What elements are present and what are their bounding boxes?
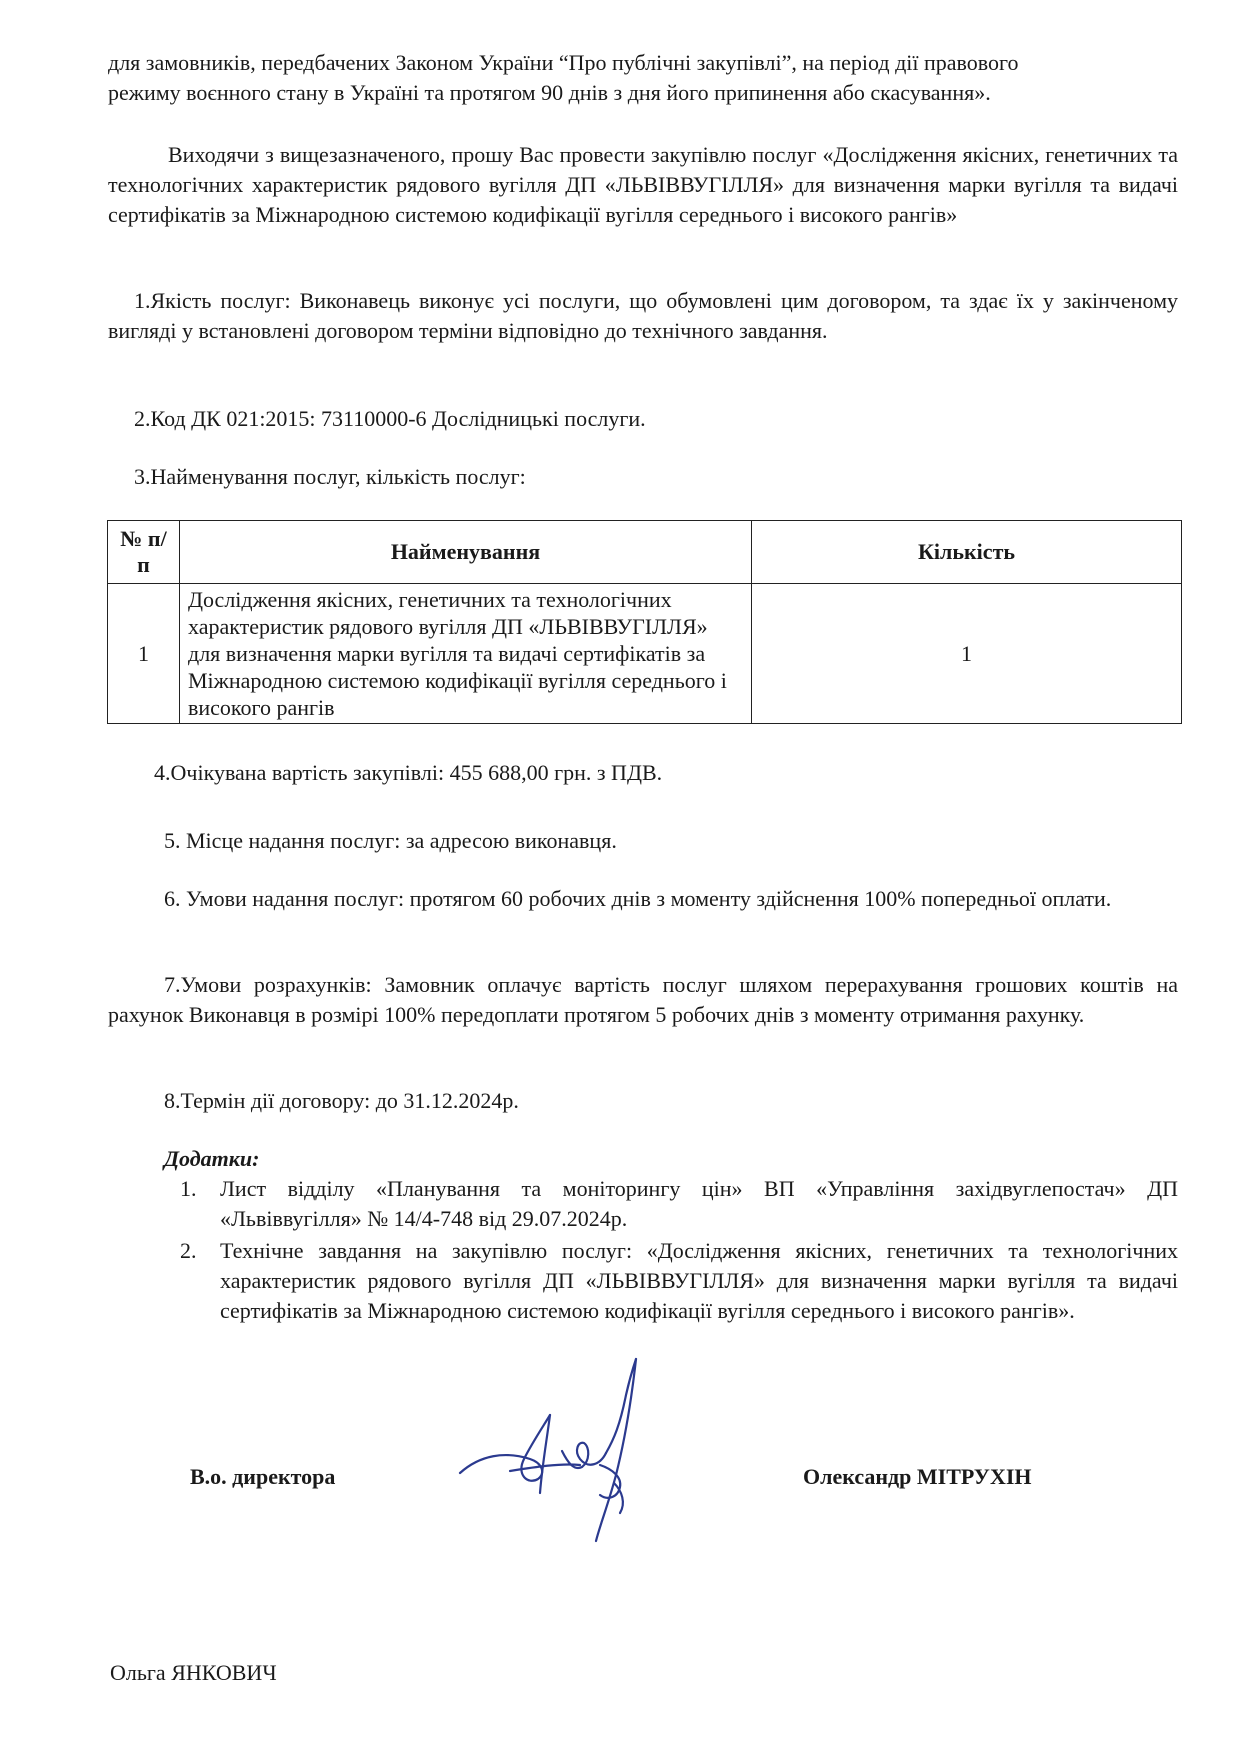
intro-line-1: для замовників, передбачених Законом України “Про публічні закупівлі”, на період дії правового — [108, 50, 1019, 75]
addenda-title: Додатки: — [164, 1146, 260, 1171]
services-table — [107, 520, 1182, 724]
addendum-text: Лист відділу «Планування та моніторингу цін» ВП «Управління західвуглепостач» ДП «Львіввугілля» № 14/4-748 від 29.07.2024р. — [220, 1176, 1178, 1231]
point-code: 2.Код ДК 021:2015: 73110000-6 Дослідницькі послуги. — [134, 406, 646, 431]
intro-line-2: режиму воєнного стану в Україні та протягом 90 днів з дня його припинення або скасування». — [108, 80, 991, 105]
table-header-row — [108, 521, 1182, 584]
header-name: Найменування — [180, 521, 752, 584]
table-row — [108, 584, 1182, 724]
point-place: 5. Місце надання послуг: за адресою виконавця. — [164, 828, 617, 853]
addendum-text: Технічне завдання на закупівлю послуг: «Дослідження якісних, генетичних та технологічних характеристик рядового вугілля ДП «ЛЬВІВВУГІЛЛЯ» для визначення марки вугілля та видачі сертифікатів за Міжнародною системою кодифікації вугілля середнього і високого рангів». — [220, 1238, 1178, 1323]
header-number: № п/п — [108, 521, 180, 584]
handwritten-signature — [450, 1355, 690, 1545]
point-quality: 1.Якість послуг: Виконавець виконує усі послуги, що обумовлені цим договором, та здає їх у закінченому вигляді у встановлені договором терміни відповідно до технічного завдання. — [108, 288, 1178, 343]
signatory-role: В.о. директора — [190, 1464, 336, 1489]
executor-name: Ольга ЯНКОВИЧ — [110, 1660, 277, 1685]
header-quantity: Кількість — [752, 521, 1182, 584]
list-item — [180, 1174, 1178, 1234]
point-payment: 7.Умови розрахунків: Замовник оплачує вартість послуг шляхом перерахування грошових коштів на рахунок Виконавця в розмірі 100% передоплати протягом 5 робочих днів з моменту отримання рахунку. — [108, 972, 1178, 1027]
request-paragraph: Виходячи з вищезазначеного, прошу Вас провести закупівлю послуг «Дослідження якісних, генетичних та технологічних характеристик рядового вугілля ДП «ЛЬВІВВУГІЛЛЯ» для визначення марки вугілля та видачі сертифікатів за Міжнародною системою кодифікації вугілля середнього і високого рангів» — [108, 142, 1178, 227]
signatory-name: Олександр МІТРУХІН — [803, 1464, 1032, 1489]
addendum-number: 1. — [180, 1176, 197, 1201]
point-terms: 6. Умови надання послуг: протягом 60 робочих днів з моменту здійснення 100% попередньої оплати. — [164, 886, 1112, 911]
row-name: Дослідження якісних, генетичних та технологічних характеристик рядового вугілля ДП «ЛЬВІВВУГІЛЛЯ» для визначення марки вугілля та видачі сертифікатів за Міжнародною системою кодифікації вугілля середнього і високого рангів — [180, 584, 752, 724]
addenda-list — [180, 1174, 1178, 1326]
point-services-title: 3.Найменування послуг, кількість послуг: — [134, 464, 526, 489]
row-number: 1 — [108, 584, 180, 724]
row-quantity: 1 — [752, 584, 1182, 724]
addendum-number: 2. — [180, 1238, 197, 1263]
list-item — [180, 1236, 1178, 1326]
point-cost: 4.Очікувана вартість закупівлі: 455 688,00 грн. з ПДВ. — [154, 760, 663, 785]
point-duration: 8.Термін дії договору: до 31.12.2024р. — [164, 1088, 519, 1113]
